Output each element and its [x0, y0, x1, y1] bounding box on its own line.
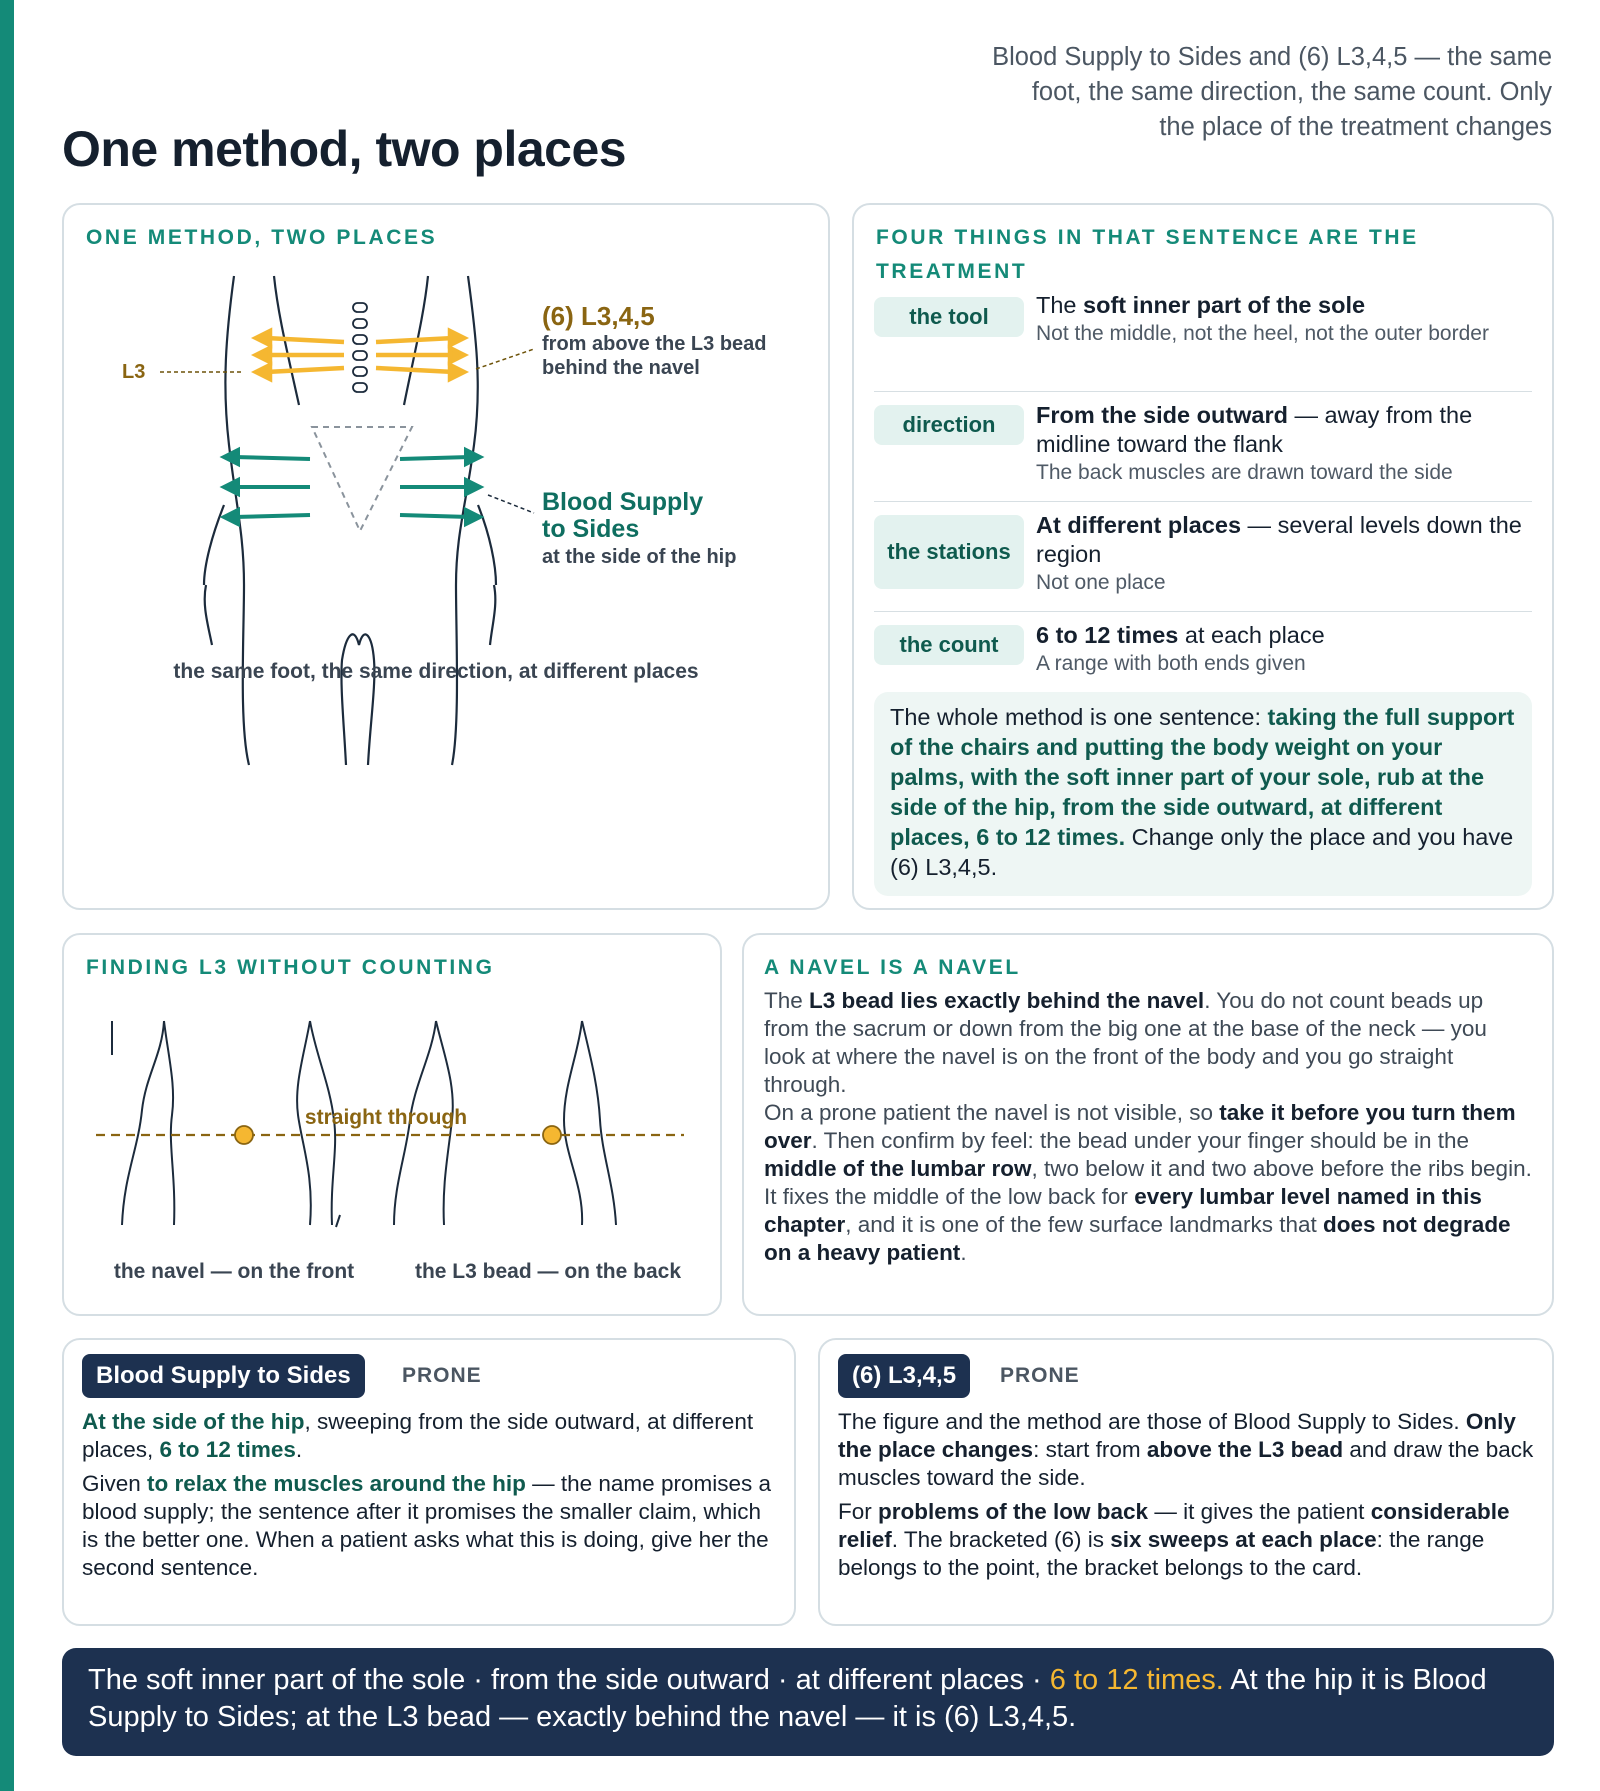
caption-l3-bead: the L3 bead — on the back [414, 1260, 682, 1283]
row-count [874, 621, 1532, 685]
label-l345-line1: from above the L3 bead [542, 333, 767, 355]
back-figure [64, 205, 832, 912]
row-main: From the side outward — away from the midline toward the flank [1036, 402, 1473, 457]
label-blood-line2: to Sides [542, 515, 640, 543]
page-subtitle: Blood Supply to Sides and (6) L3,4,5 — the same foot, the same direction, the same count. Only the place of the treatment changes [992, 43, 1552, 141]
card-title: FINDING L3 WITHOUT COUNTING [86, 956, 495, 979]
blood-supply-card [62, 1338, 796, 1626]
summary-footer: The soft inner part of the sole · from the side outward · at different places · 6 to 12 times. At the hip it is Blood Supply to Sides; at the L3 bead — exactly behind the navel — it is (6) L3,4,5. [62, 1648, 1554, 1756]
row-sub: The back muscles are drawn toward the side [1036, 461, 1453, 484]
pill-count: the count [874, 625, 1024, 665]
row-tool [874, 291, 1532, 371]
navel-marker [235, 1126, 253, 1144]
navel-paragraph-3: It fixes the middle of the low back for every lumbar level named in this chapter, and it is one of the few surface landmarks that does not degrade on a heavy patient. [764, 1184, 1511, 1265]
method-summary: The whole method is one sentence: taking the full support of the chairs and putting the body weight on your palms, with the soft inner part of your sole, rub at the side of the hip, from the side outward, at different places, 6 to 12 times. Change only the place and you have (6) L3,4,5. [874, 692, 1532, 896]
procedure-text [82, 1408, 782, 1588]
footer-highlight: 6 to 12 times. [1049, 1664, 1224, 1696]
figure-caption: the same foot, the same direction, at different places [173, 660, 699, 683]
label-blood-line3: at the side of the hip [542, 546, 737, 568]
row-main: The soft inner part of the sole [1036, 292, 1366, 318]
card-title: A NAVEL IS A NAVEL [764, 956, 1021, 979]
row-stations [874, 511, 1532, 603]
method-figure-card [62, 203, 830, 910]
position-label: PRONE [1000, 1364, 1080, 1387]
pill-direction: direction [874, 405, 1024, 445]
four-things-card [852, 203, 1554, 910]
sacrum-outline [312, 427, 412, 531]
navel-paragraph-1: The L3 bead lies exactly behind the navel. You do not count beads up from the sacrum or down from the big one at the base of the neck — you look at where the navel is on the front of the body and you go straight through. [764, 988, 1487, 1097]
pill-tool: the tool [874, 297, 1024, 337]
card-title: ONE METHOD, TWO PLACES [86, 226, 438, 249]
row-sub: Not the middle, not the heel, not the outer border [1036, 322, 1489, 345]
divider [874, 391, 1532, 392]
navel-card [742, 933, 1554, 1316]
procedure-text [838, 1408, 1538, 1588]
procedure-paragraph-1: At the side of the hip, sweeping from the side outward, at different places, 6 to 12 times. [82, 1409, 754, 1462]
spine-beads [353, 303, 367, 392]
label-l3: L3 [122, 361, 146, 383]
row-sub: A range with both ends given [1036, 652, 1306, 675]
procedure-paragraph-2: Given to relax the muscles around the hip — the name promises a blood supply; the sentence after it promises the smaller claim, which is the better one. When a patient asks what this is doing, give her the second sentence. [82, 1471, 771, 1580]
l345-leader [476, 349, 534, 369]
procedure-tag: Blood Supply to Sides [82, 1354, 365, 1398]
l345-card [818, 1338, 1554, 1626]
caption-navel: the navel — on the front [113, 1260, 355, 1283]
row-direction [874, 401, 1532, 493]
side-figures [64, 935, 724, 1318]
row-main: At different places — several levels down the region [1036, 512, 1522, 567]
procedure-paragraph-2: For problems of the low back — it gives the patient considerable relief. The bracketed (6) is six sweeps at each place: the range belongs to the point, the bracket belongs to the card. [838, 1499, 1510, 1580]
procedure-tag: (6) L3,4,5 [838, 1354, 970, 1398]
divider [874, 501, 1532, 502]
navel-paragraph-2: On a prone patient the navel is not visible, so take it before you turn them over. Then confirm by feel: the bead under your finger should be in the middle of the lumbar row, two below it and two above before the ribs begin. [764, 1100, 1532, 1181]
position-label: PRONE [402, 1364, 482, 1387]
divider [874, 611, 1532, 612]
procedure-paragraph-1: The figure and the method are those of Blood Supply to Sides. Only the place changes: start from above the L3 bead and draw the back muscles toward the side. [838, 1409, 1534, 1490]
accent-bar [0, 0, 14, 1791]
card-title: FOUR THINGS IN THAT SENTENCE ARE THE TREATMENT [876, 226, 1419, 283]
navel-text [764, 987, 1534, 1267]
l3-bead-marker [543, 1126, 561, 1144]
label-blood-line1: Blood Supply [542, 488, 704, 516]
label-straight-through: straight through [304, 1106, 468, 1129]
finding-l3-card [62, 933, 722, 1316]
label-l345-line2: behind the navel [542, 357, 700, 379]
blood-leader [488, 495, 534, 513]
label-l345-title: (6) L3,4,5 [542, 301, 655, 331]
pill-stations: the stations [874, 515, 1024, 589]
row-main: 6 to 12 times at each place [1036, 622, 1325, 648]
row-sub: Not one place [1036, 571, 1166, 594]
page-title: One method, two places [62, 121, 627, 177]
